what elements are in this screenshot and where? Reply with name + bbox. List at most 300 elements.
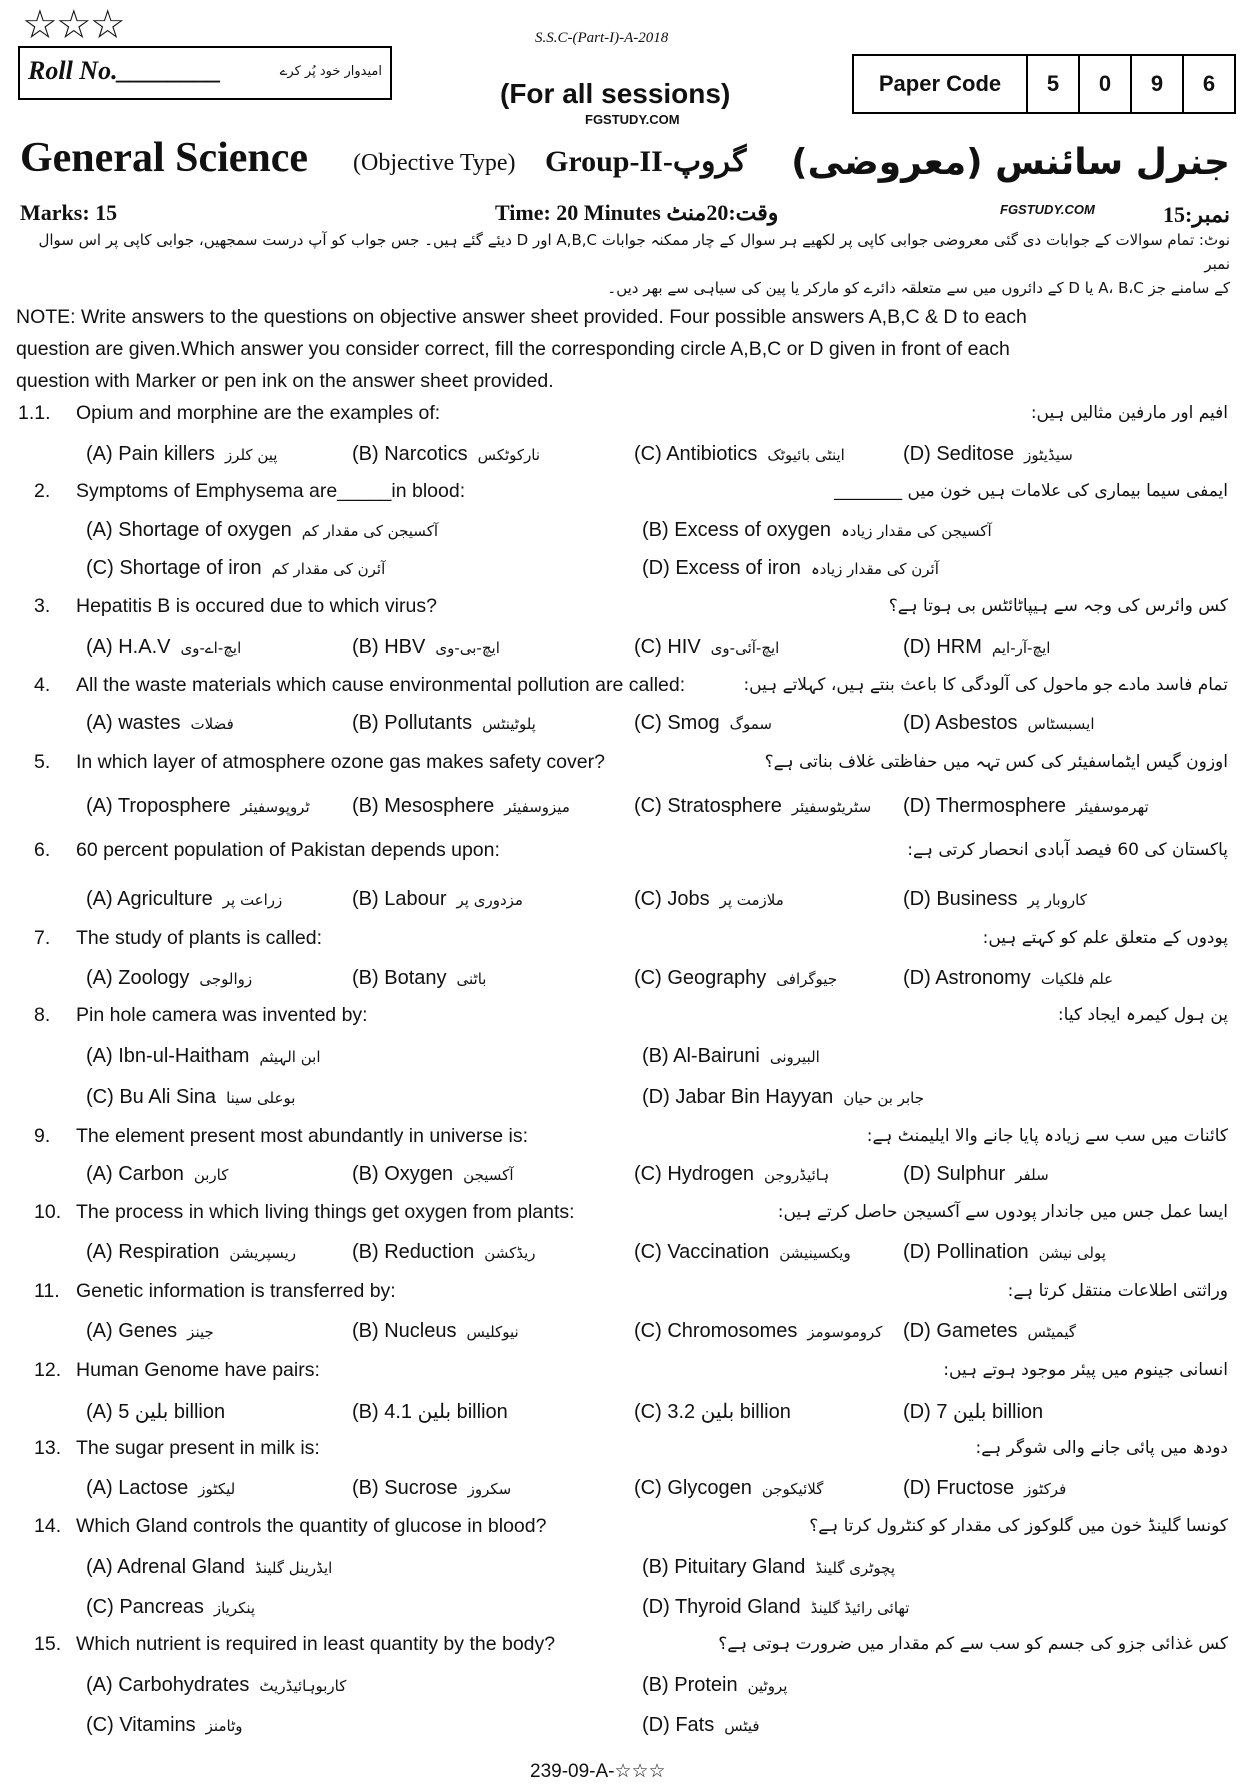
option-text: Reduction <box>384 1241 475 1263</box>
option-text-urdu: زوالوجی <box>199 970 253 988</box>
option-text: Bu Ali Sina <box>119 1086 217 1108</box>
option-text: Oxygen <box>384 1163 454 1185</box>
answer-option <box>642 1086 924 1109</box>
answer-option <box>352 967 486 990</box>
option-letter: (B) <box>352 888 379 910</box>
answer-option <box>86 1596 255 1619</box>
option-text-urdu: باٹنی <box>456 970 487 988</box>
option-text: Vitamins <box>119 1714 196 1736</box>
option-text-urdu: فیٹس <box>724 1717 760 1735</box>
option-letter: (D) <box>642 1596 670 1618</box>
option-text-urdu: پلوٹینٹس <box>482 715 536 733</box>
question-text: The process in which living things get oxygen from plants: <box>76 1201 575 1223</box>
option-letter: (B) <box>352 1401 379 1423</box>
question-text-urdu: کائنات میں سب سے زیادہ پایا جانے والا ایلیمنٹ ہے: <box>866 1126 1228 1146</box>
option-text: Nucleus <box>384 1320 457 1342</box>
answer-option <box>903 636 1050 659</box>
paper-code-digit: 5 <box>1026 56 1078 112</box>
answer-option <box>634 795 871 818</box>
option-text: wastes <box>118 712 181 734</box>
question-number: 13. <box>34 1437 62 1459</box>
option-text: Genes <box>118 1320 178 1342</box>
option-text: Asbestos <box>935 712 1018 734</box>
answer-option <box>642 557 939 580</box>
question-text: Human Genome have pairs: <box>76 1359 320 1381</box>
option-letter: (B) <box>352 1241 379 1263</box>
option-letter: (C) <box>634 967 662 989</box>
answer-option <box>86 1045 321 1068</box>
option-letter: (C) <box>634 1163 662 1185</box>
paper-code-digit: 9 <box>1130 56 1182 112</box>
question-number: 1.1. <box>18 402 51 424</box>
option-letter: (B) <box>642 1045 669 1067</box>
roll-number-box[interactable] <box>18 46 392 100</box>
option-letter: (B) <box>352 967 379 989</box>
option-text-urdu: آئرن کی مقدار زیادہ <box>810 560 939 578</box>
question-text: 60 percent population of Pakistan depends upon: <box>76 839 500 861</box>
answer-option <box>634 888 784 911</box>
answer-option <box>352 795 570 818</box>
answer-option <box>634 1320 882 1343</box>
paper-code-label: Paper Code <box>878 71 1002 96</box>
answer-option <box>86 712 234 735</box>
option-letter: (B) <box>352 1320 379 1342</box>
answer-option <box>352 636 500 659</box>
option-letter: (D) <box>903 1163 931 1185</box>
answer-option <box>642 1674 787 1697</box>
group-label: Group-II-گروپ <box>545 145 747 178</box>
option-letter: (B) <box>352 712 379 734</box>
note-line: question are given.Which answer you consider correct, fill the corresponding circle A,B,C or D given in front of each <box>16 338 1010 360</box>
option-text-urdu: پچوٹری گلینڈ <box>815 1559 896 1577</box>
option-text-urdu: کاربن <box>193 1166 229 1184</box>
question-text-urdu: پن ہول کیمرہ ایجاد کیا: <box>1057 1005 1228 1025</box>
option-letter: (D) <box>903 1401 931 1423</box>
answer-option <box>642 1596 910 1619</box>
option-text-urdu: لیکٹوز <box>198 1480 236 1498</box>
question-text: All the waste materials which cause environmental pollution are called: <box>76 674 686 696</box>
note-urdu <box>20 228 1230 300</box>
answer-option <box>86 1714 242 1737</box>
option-text: Chromosomes <box>667 1320 798 1342</box>
option-text-urdu: تھائی رائیڈ گلینڈ <box>810 1599 910 1617</box>
option-text-urdu: میزوسفیئر <box>504 798 570 816</box>
option-letter: (D) <box>903 1320 931 1342</box>
option-text-urdu: پین کلرز <box>224 446 278 464</box>
option-letter: (C) <box>634 1320 662 1342</box>
option-letter: (C) <box>634 443 662 465</box>
option-text-urdu: ایچ-اے-وی <box>180 639 242 657</box>
option-letter: (B) <box>352 443 379 465</box>
answer-option <box>903 712 1095 735</box>
option-text: Botany <box>384 967 447 989</box>
option-text: Seditose <box>936 443 1015 465</box>
option-text: Vaccination <box>667 1241 770 1263</box>
question-text-urdu: پودوں کے متعلق علم کو کہتے ہیں: <box>982 928 1228 948</box>
option-text-urdu: ریسپریشن <box>229 1244 296 1262</box>
option-text-urdu: فضلات <box>190 715 234 733</box>
option-text: Fats <box>675 1714 715 1736</box>
answer-option <box>86 795 310 818</box>
subject-title: General Science <box>20 135 309 181</box>
option-letter: (B) <box>352 1477 379 1499</box>
option-letter: (C) <box>634 1477 662 1499</box>
option-text: Thyroid Gland <box>674 1596 801 1618</box>
option-text-urdu: سٹریٹوسفیئر <box>791 798 872 816</box>
option-text-urdu: گلائیکوجن <box>761 1480 824 1498</box>
option-letter: (A) <box>86 519 113 541</box>
marks: Marks: 15 <box>20 200 118 225</box>
question-text-urdu: کس وائرس کی وجہ سے ہیپاٹائٹس بی ہوتا ہے؟ <box>888 596 1228 616</box>
option-text: Pain killers <box>118 443 215 465</box>
option-text: Business <box>936 888 1018 910</box>
option-text-urdu: نارکوٹکس <box>477 446 541 464</box>
option-letter: (A) <box>86 712 113 734</box>
option-text-urdu: کاروبار پر <box>1027 891 1087 909</box>
option-letter: (B) <box>352 795 379 817</box>
answer-option <box>352 443 540 466</box>
answer-option <box>86 636 241 659</box>
question-text-urdu: کونسا گلینڈ خون میں گلوکوز کی مقدار کو کنٹرول کرتا ہے؟ <box>809 1516 1228 1536</box>
option-text: Geography <box>667 967 767 989</box>
answer-option <box>86 1399 225 1424</box>
option-text-urdu: ہائیڈروجن <box>764 1166 830 1184</box>
answer-option <box>352 1399 508 1424</box>
footer-code: 239-09-A-☆☆☆ <box>530 1761 666 1782</box>
option-letter: (C) <box>634 712 662 734</box>
option-letter: (A) <box>86 888 113 910</box>
answer-option <box>903 1399 1043 1424</box>
option-letter: (C) <box>634 888 662 910</box>
option-text-urdu: جابر بن حیان <box>843 1089 925 1107</box>
answer-option <box>903 1241 1106 1264</box>
question-text: Pin hole camera was invented by: <box>76 1004 368 1026</box>
option-text-urdu: آکسیجن کی مقدار کم <box>301 522 438 540</box>
question-text: Which Gland controls the quantity of glucose in blood? <box>76 1515 547 1537</box>
option-letter: (C) <box>634 1241 662 1263</box>
answer-option <box>352 1241 536 1264</box>
option-letter: (A) <box>86 1401 113 1423</box>
answer-option <box>86 557 385 580</box>
answer-option <box>352 1163 514 1186</box>
option-text: Sulphur <box>936 1163 1006 1185</box>
question-text: The element present most abundantly in universe is: <box>76 1125 528 1147</box>
option-letter: (C) <box>86 1086 114 1108</box>
option-text: Thermosphere <box>935 795 1067 817</box>
answer-option <box>86 967 252 990</box>
note-urdu-line: کے سامنے جز A، B،C یا D کے دائروں میں سے متعلقہ دائرے کو مارکر یا پین کی سیاہی سے بھر دیں۔ <box>607 279 1230 297</box>
option-text: Carbon <box>118 1163 184 1185</box>
option-text: Hydrogen <box>667 1163 755 1185</box>
option-text-urdu: ابن الہیثم <box>259 1048 321 1066</box>
option-text-urdu: ایچ-آئی-وی <box>710 639 780 657</box>
question-number: 9. <box>34 1125 51 1147</box>
option-text: Excess of iron <box>675 557 801 579</box>
answer-option <box>634 636 779 659</box>
option-text-urdu: کروموسومز <box>807 1323 883 1341</box>
paper-code-box <box>852 54 1236 114</box>
option-text-urdu: سکروز <box>467 1480 512 1498</box>
option-letter: (A) <box>86 1163 113 1185</box>
answer-option <box>903 1320 1076 1343</box>
option-text: Lactose <box>118 1477 189 1499</box>
question-text: The sugar present in milk is: <box>76 1437 320 1459</box>
question-text: In which layer of atmosphere ozone gas makes safety cover? <box>76 751 605 773</box>
answer-option <box>634 1163 829 1186</box>
option-text: H.A.V <box>118 636 171 658</box>
answer-option <box>86 1320 214 1343</box>
option-letter: (A) <box>86 1241 113 1263</box>
answer-option <box>634 1241 851 1264</box>
answer-option <box>903 1477 1066 1500</box>
option-letter: (D) <box>642 1714 670 1736</box>
option-letter: (A) <box>86 1556 113 1578</box>
question-text-urdu: انسانی جینوم میں پیئر موجود ہوتے ہیں: <box>943 1360 1228 1380</box>
option-text-urdu: ایچ-بی-وی <box>435 639 500 657</box>
option-text: Zoology <box>118 967 190 989</box>
option-letter: (B) <box>642 1674 669 1696</box>
option-letter: (D) <box>642 1086 670 1108</box>
question-number: 4. <box>34 674 51 696</box>
note-line: NOTE: Write answers to the questions on objective answer sheet provided. Four possible answers A,B,C & D to each <box>16 306 1027 328</box>
option-text-urdu: ایڈرینل گلینڈ <box>255 1559 333 1577</box>
answer-option <box>903 795 1149 818</box>
answer-option <box>352 712 536 735</box>
question-text: Opium and morphine are the examples of: <box>76 402 441 424</box>
question-text-urdu: کس غذائی جزو کی جسم کو سب سے کم مقدار میں ضرورت ہوتی ہے؟ <box>718 1634 1228 1654</box>
option-text: Astronomy <box>935 967 1031 989</box>
option-letter: (A) <box>86 967 113 989</box>
option-text: Glycogen <box>667 1477 752 1499</box>
answer-option <box>86 519 438 542</box>
option-letter: (B) <box>642 519 669 541</box>
paper-code-digit: 6 <box>1182 56 1234 112</box>
option-text-urdu: گیمیٹس <box>1027 1323 1076 1341</box>
option-text: Pancreas <box>119 1596 204 1618</box>
question-number: 12. <box>34 1359 62 1381</box>
option-text: Fructose <box>936 1477 1015 1499</box>
option-letter: (A) <box>86 636 113 658</box>
option-text-urdu: پولی نیشن <box>1038 1244 1106 1262</box>
option-letter: (D) <box>903 967 931 989</box>
question-text-urdu: افیم اور مارفین مثالیں ہیں: <box>1030 403 1228 423</box>
question-number: 2. <box>34 480 51 502</box>
question-text: Symptoms of Emphysema are_____in blood: <box>76 480 466 502</box>
option-text: Respiration <box>118 1241 220 1263</box>
option-text-urdu: ریڈکشن <box>484 1244 536 1262</box>
option-letter: (A) <box>86 1674 113 1696</box>
option-text-urdu: فرکٹوز <box>1024 1480 1067 1498</box>
option-letter: (B) <box>352 1163 379 1185</box>
answer-option <box>86 1086 295 1109</box>
option-text-urdu: ٹروپوسفیئر <box>240 798 310 816</box>
option-text-urdu: آئرن کی مقدار کم <box>271 560 386 578</box>
option-letter: (D) <box>903 1477 931 1499</box>
option-letter: (D) <box>903 636 931 658</box>
option-text-urdu: نیوکلیس <box>466 1323 519 1341</box>
option-letter: (D) <box>903 443 931 465</box>
answer-option <box>352 888 523 911</box>
option-text-urdu: علم فلکیات <box>1040 970 1114 988</box>
roll-number-urdu: امیدوار خود پُر کرے <box>279 64 382 79</box>
question-number: 3. <box>34 595 51 617</box>
answer-option <box>634 443 845 466</box>
question-text-urdu: پاکستان کی 60 فیصد آبادی انحصار کرتی ہے: <box>907 840 1228 860</box>
answer-option <box>86 888 282 911</box>
option-text-urdu: سموگ <box>729 715 772 733</box>
option-letter: (C) <box>634 636 662 658</box>
option-text-urdu: آکسیجن کی مقدار زیادہ <box>840 522 992 540</box>
option-text-urdu: ایچ-آر-ایم <box>991 639 1051 657</box>
question-number: 15. <box>34 1633 62 1655</box>
option-letter: (D) <box>903 888 931 910</box>
time: Time: 20 Minutes وقت:20منٹ <box>495 200 779 225</box>
option-text: Shortage of iron <box>119 557 262 579</box>
option-text-urdu: سلفر <box>1015 1166 1049 1184</box>
option-text: Stratosphere <box>667 795 782 817</box>
option-text-urdu: آکسیجن <box>463 1166 514 1184</box>
answer-option <box>642 519 992 542</box>
option-text-urdu: زراعت پر <box>222 891 283 909</box>
option-text: Mesosphere <box>384 795 495 817</box>
option-text-urdu: جیوگرافی <box>776 970 838 988</box>
note-urdu-line: نوٹ: تمام سوالات کے جوابات دی گئی معروضی جوابی کاپی پر لکھیے ہر سوال کے چار ممکنہ جوابات A,B,C اور D دیئے گئے ہیں۔ جس جواب کو آپ درست سمجھیں، جوابی کاپی پر اس سوال نمبر <box>38 231 1230 273</box>
answer-option <box>642 1556 895 1579</box>
option-text: بلین 4.1 billion <box>384 1401 508 1423</box>
option-text-urdu: مزدوری پر <box>456 891 523 909</box>
answer-option <box>634 1477 823 1500</box>
watermark: FGSTUDY.COM <box>1000 202 1095 217</box>
option-text: Narcotics <box>384 443 468 465</box>
answer-option <box>634 1399 791 1424</box>
option-text-urdu: البیرونی <box>769 1048 820 1066</box>
option-text-urdu: جینز <box>187 1323 214 1341</box>
option-text: Carbohydrates <box>118 1674 250 1696</box>
question-text: Genetic information is transferred by: <box>76 1280 396 1302</box>
option-letter: (A) <box>86 1045 113 1067</box>
stars-mark: ☆☆☆ <box>22 3 124 47</box>
answer-option <box>903 967 1113 990</box>
option-text-urdu: ملازمت پر <box>719 891 784 909</box>
question-number: 11. <box>34 1280 60 1302</box>
question-number: 7. <box>34 927 51 949</box>
answer-option <box>86 1477 235 1500</box>
answer-option <box>86 1674 346 1697</box>
question-number: 5. <box>34 751 51 773</box>
answer-option <box>86 1163 228 1186</box>
question-number: 8. <box>34 1004 51 1026</box>
option-text: Sucrose <box>384 1477 458 1499</box>
question-text-urdu: اوزون گیس ایٹماسفیئر کی کس تہہ میں حفاظتی غلاف بناتی ہے؟ <box>764 752 1228 772</box>
question-text-urdu: وراثتی اطلاعات منتقل کرتا ہے: <box>1007 1281 1228 1301</box>
question-number: 14. <box>34 1515 62 1537</box>
option-text: HBV <box>384 636 426 658</box>
subject-title-urdu: جنرل سائنس (معروضی) <box>791 142 1230 183</box>
question-text-urdu: ایمفی سیما بیماری کی علامات ہیں خون میں ________ <box>834 481 1228 501</box>
paper-type: (Objective Type) <box>353 150 516 176</box>
option-letter: (B) <box>352 636 379 658</box>
answer-option <box>903 443 1073 466</box>
option-text: Pollination <box>936 1241 1029 1263</box>
answer-option <box>352 1477 511 1500</box>
marks-urdu: نمبر:15 <box>1163 202 1230 227</box>
option-text-urdu: سیڈیٹوز <box>1024 446 1073 464</box>
answer-option <box>352 1320 519 1343</box>
option-letter: (D) <box>903 712 931 734</box>
option-text: Ibn-ul-Haitham <box>118 1045 250 1067</box>
exam-code: S.S.C-(Part-I)-A-2018 <box>535 30 669 46</box>
answer-option <box>86 1241 296 1264</box>
option-text: بلین 7 billion <box>936 1401 1044 1423</box>
option-letter: (C) <box>86 1596 114 1618</box>
option-text: HRM <box>936 636 982 658</box>
option-letter: (C) <box>634 1401 662 1423</box>
option-letter: (A) <box>86 1477 113 1499</box>
option-text-urdu: اینٹی بائیوٹک <box>767 446 845 464</box>
option-text-urdu: کاربوہائیڈریٹ <box>259 1677 347 1695</box>
option-letter: (D) <box>642 557 670 579</box>
option-text: Smog <box>667 712 720 734</box>
answer-option <box>86 443 277 466</box>
option-text-urdu: تھرموسفیئر <box>1076 798 1149 816</box>
answer-option <box>634 967 837 990</box>
option-letter: (D) <box>903 795 931 817</box>
option-letter: (A) <box>86 795 113 817</box>
answer-option <box>903 1163 1049 1186</box>
option-text: Excess of oxygen <box>674 519 831 541</box>
option-text: Al-Bairuni <box>673 1045 760 1067</box>
note-line: question with Marker or pen ink on the answer sheet provided. <box>16 370 554 392</box>
question-text-urdu: دودھ میں پائی جانے والی شوگر ہے: <box>975 1438 1228 1458</box>
option-letter: (C) <box>634 795 662 817</box>
question-text-urdu: ایسا عمل جس میں جاندار پودوں سے آکسیجن حاصل کرتے ہیں: <box>777 1202 1228 1222</box>
question-number: 6. <box>34 839 51 861</box>
option-letter: (C) <box>86 1714 114 1736</box>
option-letter: (A) <box>86 1320 113 1342</box>
option-text: Gametes <box>936 1320 1018 1342</box>
option-text-urdu: بوعلی سینا <box>226 1089 296 1107</box>
option-text-urdu: ویکسینیشن <box>779 1244 851 1262</box>
answer-option <box>903 888 1087 911</box>
option-text-urdu: پروٹین <box>747 1677 788 1695</box>
option-text: Agriculture <box>117 888 213 910</box>
option-text: Jobs <box>667 888 710 910</box>
question-text: The study of plants is called: <box>76 927 323 949</box>
option-text: Labour <box>384 888 447 910</box>
option-text: Shortage of oxygen <box>118 519 292 541</box>
answer-option <box>86 1556 332 1579</box>
option-text: بلین 5 billion <box>118 1401 226 1423</box>
option-text: Pituitary Gland <box>674 1556 806 1578</box>
question-text: Hepatitis B is occured due to which virus? <box>76 595 437 617</box>
option-letter: (A) <box>86 443 113 465</box>
question-number: 10. <box>34 1201 62 1223</box>
option-text: Troposphere <box>117 795 231 817</box>
option-text-urdu: ایسبسٹاس <box>1027 715 1095 733</box>
sessions-label: (For all sessions) <box>500 78 731 109</box>
option-text: Antibiotics <box>666 443 758 465</box>
option-text: HIV <box>667 636 701 658</box>
answer-option <box>642 1714 760 1737</box>
option-text: Protein <box>674 1674 738 1696</box>
answer-option <box>642 1045 820 1068</box>
answer-option <box>634 712 772 735</box>
option-text: Pollutants <box>384 712 473 734</box>
paper-code-digit: 0 <box>1078 56 1130 112</box>
option-letter: (D) <box>903 1241 931 1263</box>
roll-number-label: Roll No.________ <box>28 56 222 85</box>
option-letter: (C) <box>86 557 114 579</box>
